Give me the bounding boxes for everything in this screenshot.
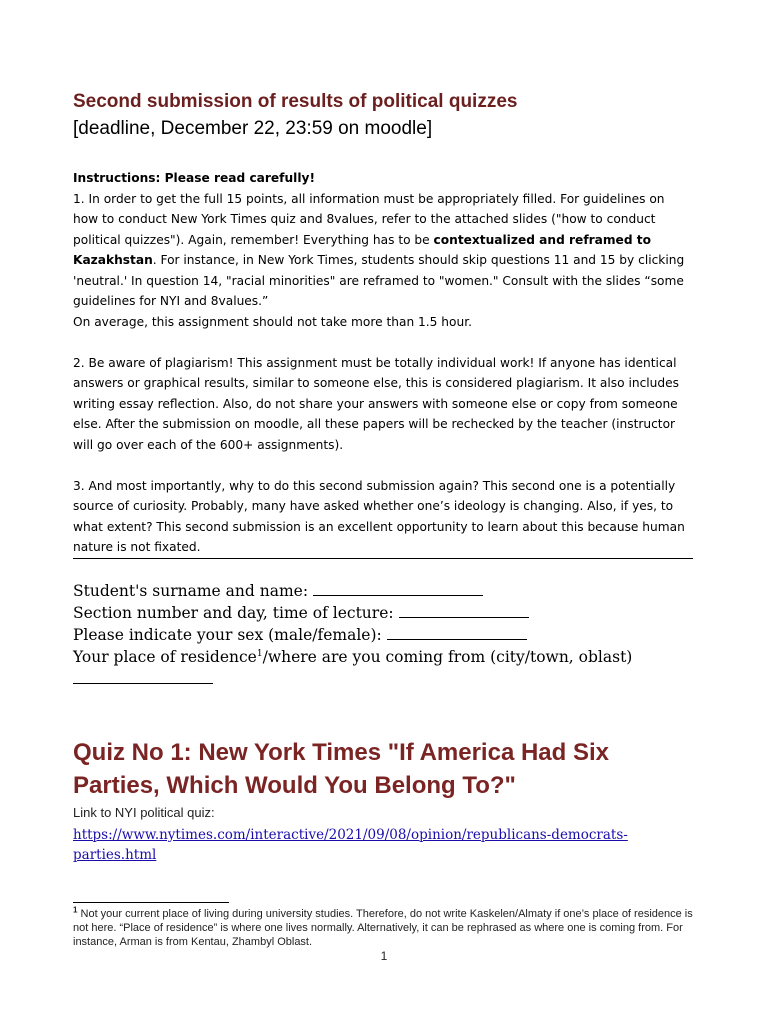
footnote (73, 907, 693, 949)
instruction-duration-note: On average, this assignment should not take more than 1.5 hour. (73, 314, 472, 329)
paragraph-gap (73, 455, 693, 476)
instruction-paragraph-2: 2. Be aware of plagiarism! This assignment must be totally individual work! If anyone has identical answers or graphical results, similar to someone else, this is considered plagiarism. It also includes writing essay reflection. Also, do not share your answers with someone else or copy from someone else. After the submission on moodle, all these papers will be rechecked by the teacher (instructor will go over each of the 600+ assignments). (73, 355, 679, 452)
field-residence (73, 646, 693, 668)
student-info-form (73, 580, 693, 690)
quiz-link[interactable]: https://www.nytimes.com/interactive/2021/09/08/opinion/republicans-democrats-parties.html (73, 827, 628, 863)
field-sex (73, 624, 693, 646)
field-sex-label: Please indicate your sex (male/female): (73, 626, 387, 644)
quiz-link-label: Link to NYI political quiz: (73, 805, 215, 820)
instruction-paragraph-1 (73, 189, 693, 312)
field-residence-label: Your place of residence (73, 648, 257, 666)
document-title: Second submission of results of political quizzes (73, 91, 518, 112)
instructions-heading: Instructions: Please read carefully! (73, 171, 316, 185)
section-blank[interactable] (399, 603, 529, 618)
instruction-1-text-cont: . For instance, in New York Times, students should skip questions 11 and 15 by clicking 'neutral.' In question 14, "racial minorities" are reframed to "women." Consult with the slides “some guidelines for NYI and 8values.” (73, 253, 685, 308)
instruction-1-emphasis: contextualized and reframed to Kazakhstan (73, 232, 651, 267)
instruction-paragraph-3: 3. And most importantly, why to do this second submission again? This second one is a potentially source of curiosity. Probably, many have asked whether one’s ideology is changing. Also, if yes, to what extent? This second submission is an excellent opportunity to learn about this because human nature is not fixated. (73, 476, 693, 559)
field-section-label: Section number and day, time of lecture: (73, 604, 399, 622)
page-number: 1 (380, 949, 388, 963)
residence-blank[interactable] (73, 669, 213, 684)
footnote-separator (73, 902, 229, 903)
footnote-mark: 1 (73, 905, 78, 915)
quiz-1-heading: Quiz No 1: New York Times "If America Had Six Parties, Which Would You Belong To?" (73, 739, 609, 799)
field-residence-label-cont: /where are you coming from (city/town, oblast) (262, 648, 633, 666)
deadline-note: [deadline, December 22, 23:59 on moodle] (73, 118, 433, 139)
name-blank[interactable] (313, 581, 483, 596)
field-section (73, 602, 693, 624)
footnote-reference[interactable]: 1 (256, 648, 263, 659)
field-name-label: Student's surname and name: (73, 582, 313, 600)
field-residence-line (73, 668, 693, 690)
instructions-section (73, 168, 693, 559)
footnote-text: Not your current place of living during university studies. Therefore, do not write Kaskelen/Almaty if one’s place of residence is not here. “Place of residence” is where one lives normally. Alternatively, it can be rephrased as where one is coming from. For instance, Arman is from Kentau, Zhambyl Oblast. (73, 908, 693, 948)
field-name (73, 580, 693, 602)
instruction-1-text: 1. In order to get the full 15 points, all information must be appropriately filled. For guidelines on how to conduct New York Times quiz and 8values, refer to the attached slides ("how to conduct political quizzes"). Again, remember! Everything has to be (73, 191, 665, 247)
sex-blank[interactable] (387, 625, 527, 640)
paragraph-gap (73, 332, 693, 353)
